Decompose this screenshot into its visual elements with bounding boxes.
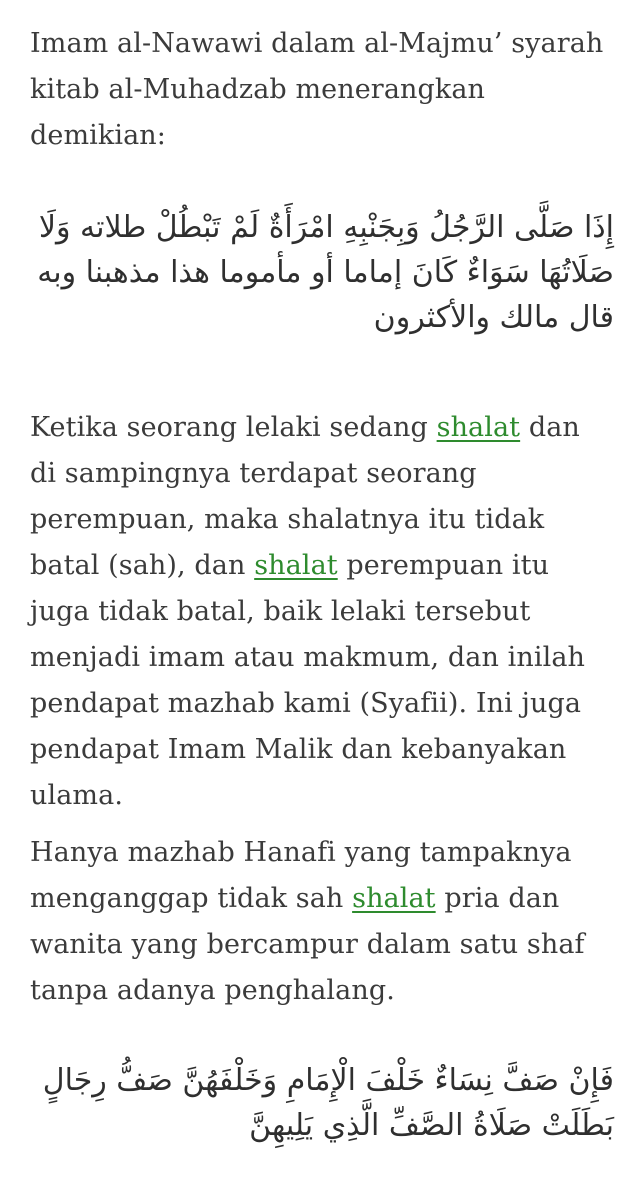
text-segment: Ketika seorang lelaki sedang [30,412,437,443]
shalat-link[interactable]: shalat [254,550,338,581]
arabic-quote-1: إِذَا صَلَّى الرَّجُلُ وَبِجَنْبِهِ امْرَأَةٌ لَمْ تَبْطُلْ طلاته وَلَا صَلَاتُهَا سَوَاءٌ كَانَ إماما أو مأموما هذا مذهبنا وبه قال مالك والأكثرون [37,210,614,335]
text-segment: Hanya mazhab Hanafi yang tampaknya menganggap tidak sah [30,837,572,914]
arabic-quote-2: فَإِنْ صَفَّ نِسَاءٌ خَلْفَ الْإِمَامِ وَخَلْفَهُنَّ صَفُّ رِجَالٍ بَطَلَتْ صَلَاةُ الصَّفِّ الَّذِي يَلِيهِنَّ [42,1063,614,1143]
hanafi-paragraph [30,830,614,1014]
text-segment: dan di sampingnya terdapat seorang perempuan, maka shalatnya itu tidak batal (sah), dan [30,412,580,581]
shalat-link[interactable]: shalat [352,883,436,914]
explanation-paragraph [30,405,614,819]
text-segment: perempuan itu juga tidak batal, baik lelaki tersebut menjadi imam atau makmum, dan inilah pendapat mazhab kami (Syafii). Ini juga pendapat Imam Malik dan kebanyakan ulama. [30,550,586,811]
text-segment: pria dan wanita yang bercampur dalam satu shaf tanpa adanya penghalang. [30,883,585,1006]
intro-paragraph: Imam al-Nawawi dalam al-Majmu’ syarah kitab al-Muhadzab menerangkan demikian: [30,28,604,151]
shalat-link[interactable]: shalat [436,412,521,443]
